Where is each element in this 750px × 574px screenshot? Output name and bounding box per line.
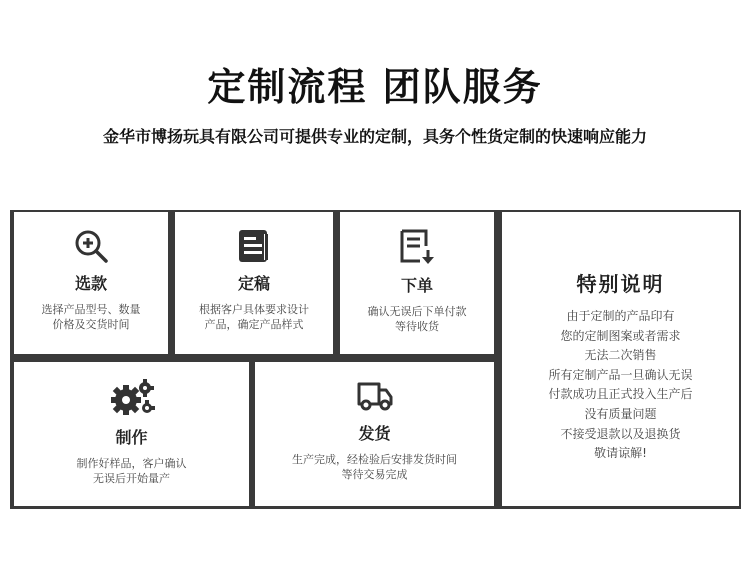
special-notice-title: 特别说明 <box>576 272 665 296</box>
step-desc-line: 等待收货 <box>395 320 439 333</box>
step-desc-line: 确认无误后下单付款 <box>367 305 467 318</box>
step-desc <box>340 304 494 334</box>
step-desc-line: 根据客户具体要求设计 <box>199 303 309 316</box>
special-notice-line: 付款成功且正式投入生产后 <box>548 387 693 402</box>
step-card-select <box>14 212 168 354</box>
step-card-production <box>14 362 249 506</box>
step-desc-line: 选择产品型号、数量 <box>41 303 141 316</box>
step-desc <box>175 302 333 332</box>
special-notice-body <box>502 307 739 464</box>
step-desc <box>14 456 249 486</box>
step-title: 制作 <box>115 428 148 447</box>
step-title: 发货 <box>358 424 391 443</box>
special-notice-line: 敬请谅解! <box>594 446 647 461</box>
special-notice-line: 由于定制的产品印有 <box>566 309 675 323</box>
step-desc <box>255 452 494 482</box>
special-notice-line: 您的定制图案或者需求 <box>560 328 681 343</box>
document-icon <box>236 228 272 264</box>
step-desc-line: 等待交易完成 <box>341 468 408 481</box>
page-title: 定制流程 团队服务 <box>207 65 543 109</box>
special-notice-line: 不接受退款以及退换货 <box>560 426 681 441</box>
step-desc-line: 无误后开始量产 <box>93 472 170 485</box>
step-title: 选款 <box>74 274 107 293</box>
step-title: 定稿 <box>237 274 270 293</box>
step-card-shipping <box>255 362 494 506</box>
step-desc-line: 价格及交货时间 <box>52 318 130 331</box>
page-subtitle: 金华市博扬玩具有限公司可提供专业的定制，具务个性货定制的快速响应能力 <box>102 127 647 146</box>
step-desc-line: 产品，确定产品样式 <box>204 318 304 331</box>
step-desc <box>14 302 168 332</box>
special-notice-line: 所有定制产品一旦确认无误 <box>548 367 693 382</box>
zoom-in-icon <box>73 228 109 264</box>
step-desc-line: 生产完成，经检验后安排发货时间 <box>292 453 457 466</box>
step-desc-line: 制作好样品，客户确认 <box>76 457 187 470</box>
truck-icon <box>355 378 395 414</box>
special-notice-line: 无法二次销售 <box>584 348 657 363</box>
step-title: 下单 <box>400 276 433 295</box>
step-card-finalize <box>175 212 333 354</box>
gears-icon <box>109 378 155 418</box>
special-notice <box>502 212 739 506</box>
download-document-icon <box>398 228 436 266</box>
step-card-order <box>340 212 494 354</box>
special-notice-line: 没有质量问题 <box>584 406 657 421</box>
